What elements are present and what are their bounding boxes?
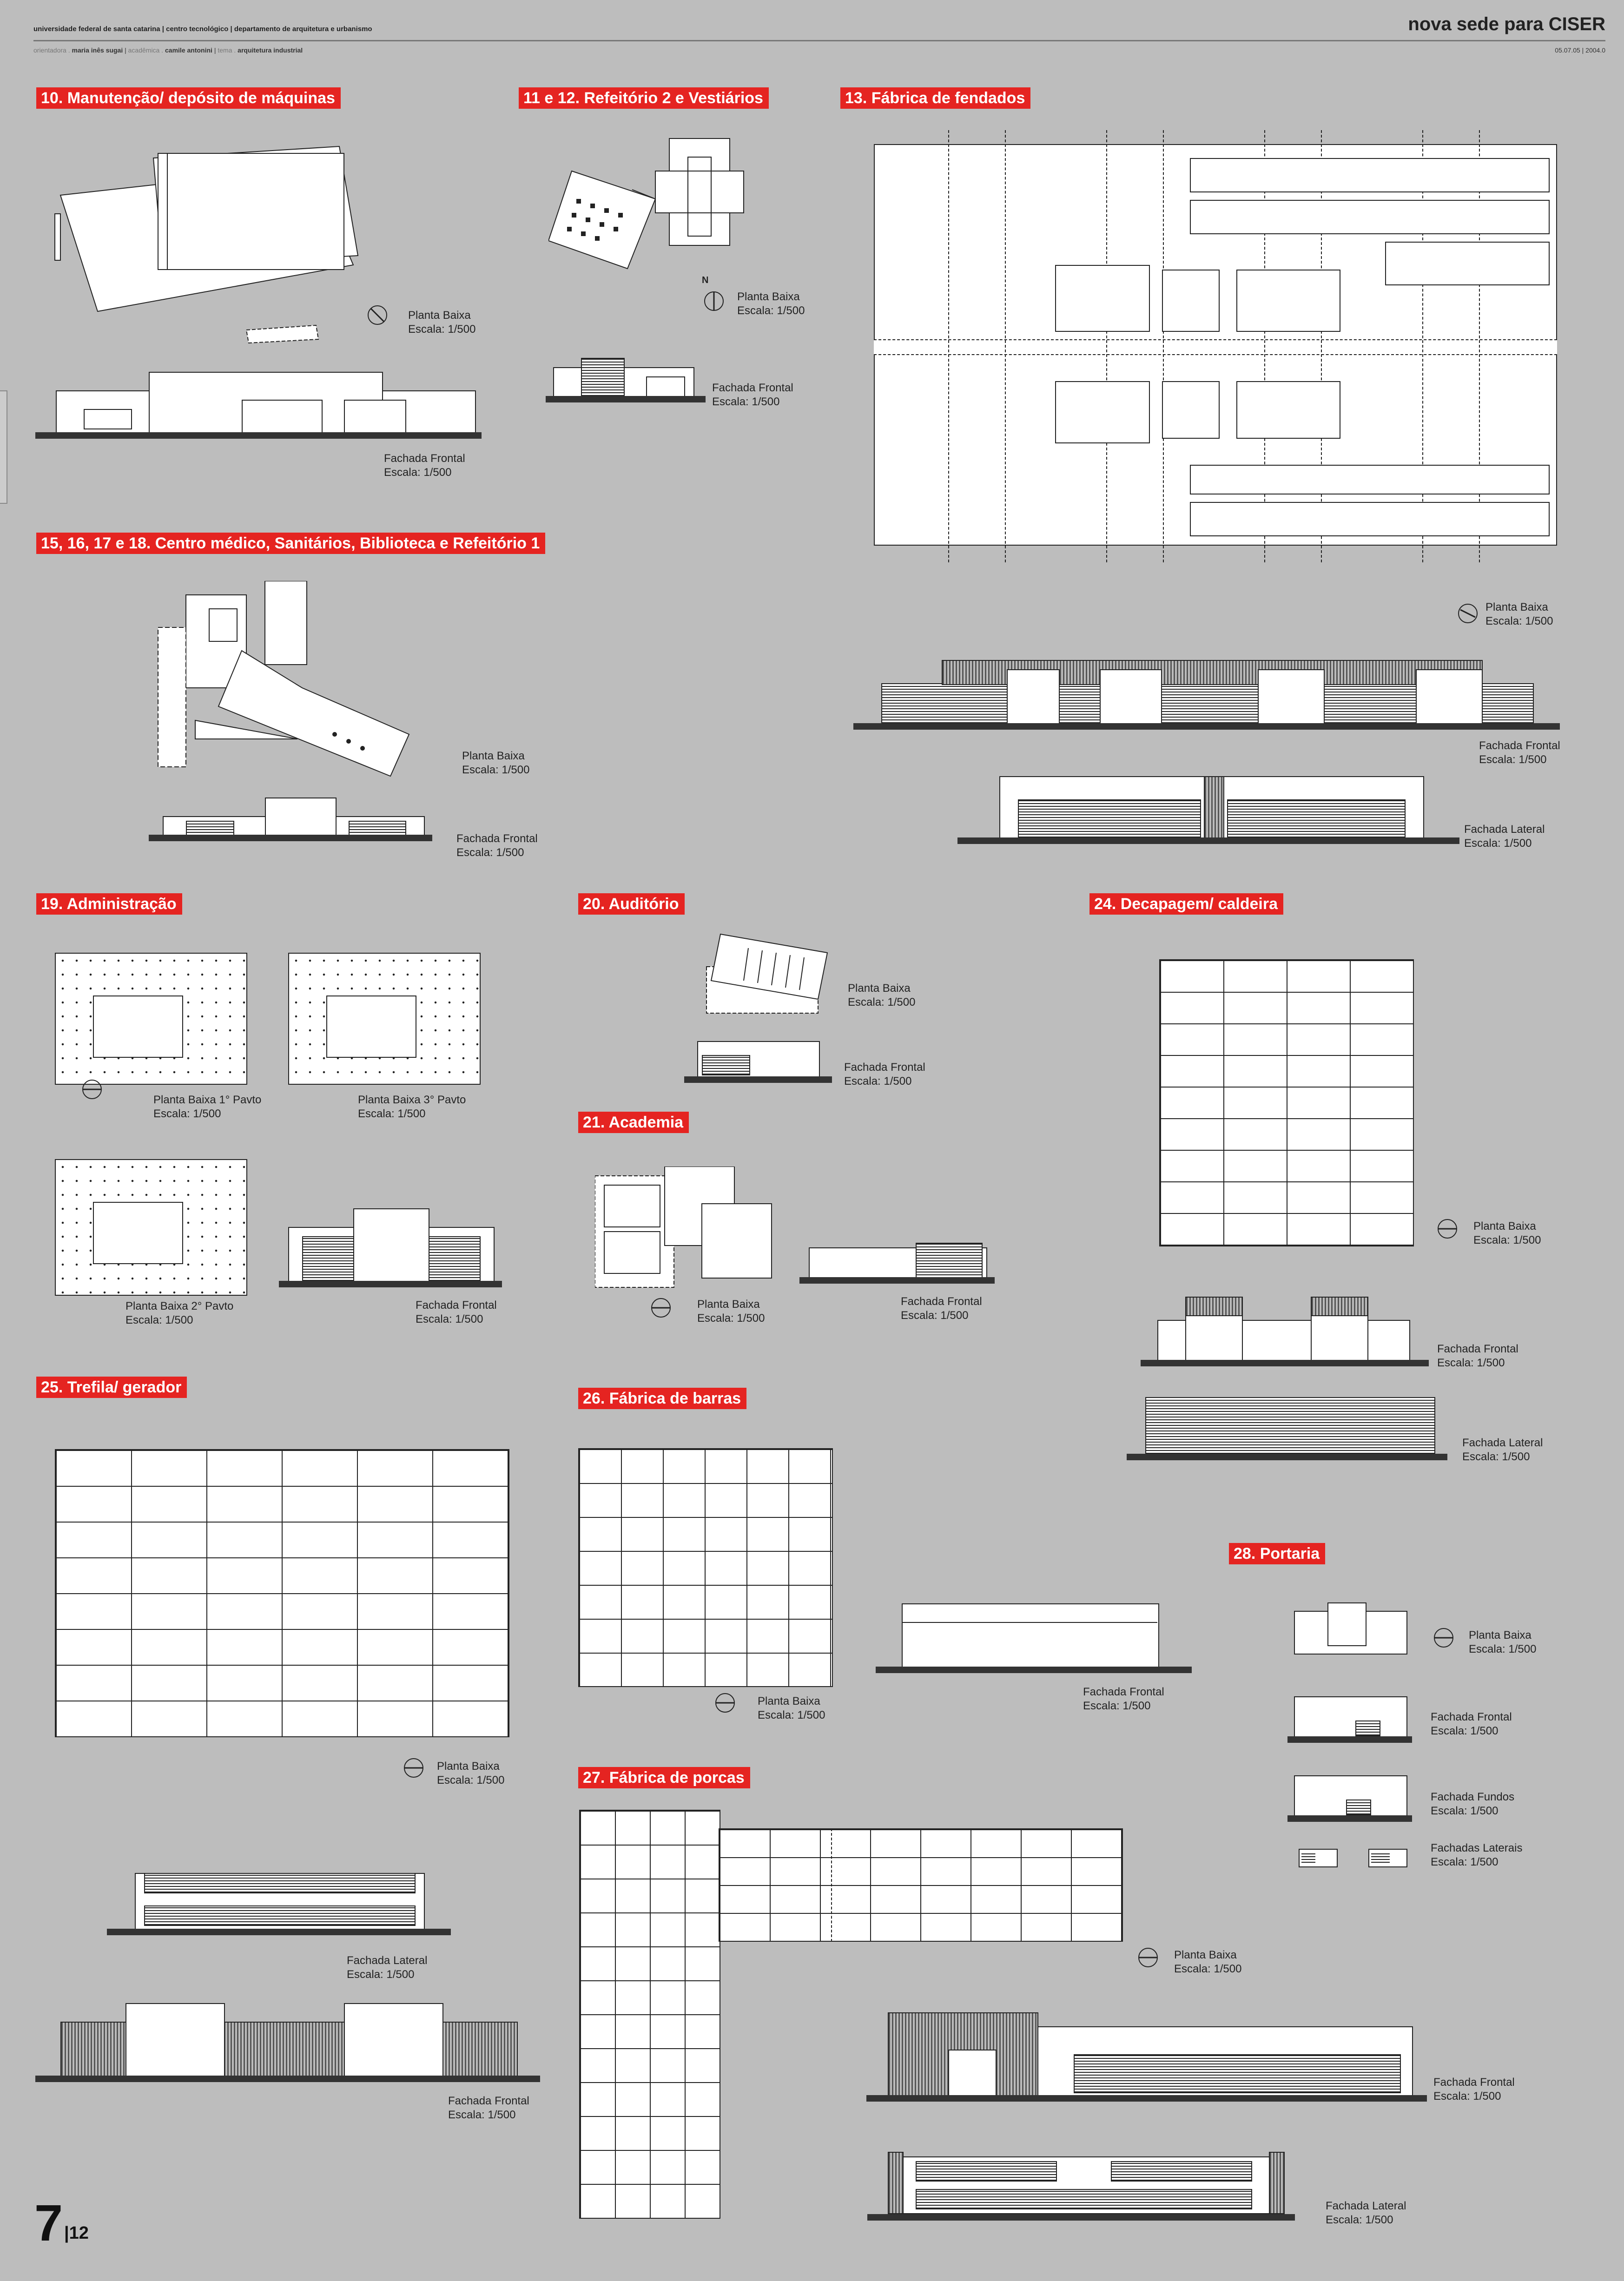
compass-icon <box>1137 1946 1159 1969</box>
plan-24 <box>1159 959 1414 1246</box>
caption-elev-15: Fachada Frontal Escala: 1/500 <box>456 832 538 859</box>
caption-plan-15: Planta Baixa Escala: 1/500 <box>462 750 530 776</box>
section-title-20: 20. Auditório <box>578 893 685 915</box>
elevation-25-side <box>135 1859 423 1929</box>
caption-elev-10: Fachada Frontal Escala: 1/500 <box>384 452 465 479</box>
elevation-20 <box>697 1041 818 1078</box>
ground-line <box>35 432 482 439</box>
credits-line: orientadora . maria inês sugai | acadêmica . camile antonini | tema . arquitetura industrial <box>33 46 303 54</box>
ground-line <box>546 396 706 402</box>
header-divider <box>33 40 1605 41</box>
elevation-13-front <box>881 655 1532 725</box>
ground-line <box>853 723 1560 730</box>
caption-plan-19-3: Planta Baixa 3° Pavto Escala: 1/500 <box>358 1094 466 1120</box>
plan-19-1 <box>55 953 247 1085</box>
plan-10 <box>51 125 469 349</box>
ground-line <box>684 1076 832 1083</box>
caption-elev-27-side: Fachada Lateral Escala: 1/500 <box>1326 2200 1406 2226</box>
elevation-11 <box>553 358 693 400</box>
plan-15 <box>149 581 437 781</box>
ground-line <box>1287 1815 1412 1822</box>
student-name: camile antonini <box>165 46 212 54</box>
elevation-19 <box>288 1208 493 1283</box>
compass-icon <box>403 1757 425 1779</box>
caption-elev-25-side: Fachada Lateral Escala: 1/500 <box>347 1954 428 1981</box>
ground-line <box>279 1281 502 1287</box>
compass-icon <box>650 1297 672 1319</box>
ground-line <box>876 1667 1192 1673</box>
compass-icon <box>1457 602 1479 625</box>
theme-name: arquitetura industrial <box>238 46 303 54</box>
plan-20 <box>702 925 855 1018</box>
plan-13 <box>874 130 1557 562</box>
caption-plan-28: Planta Baixa Escala: 1/500 <box>1469 1629 1537 1655</box>
page-number: 7 <box>34 2195 63 2252</box>
ground-line <box>1127 1454 1447 1460</box>
caption-plan-19-2: Planta Baixa 2° Pavto Escala: 1/500 <box>125 1300 234 1326</box>
caption-plan-13: Planta Baixa Escala: 1/500 <box>1485 601 1553 627</box>
advisor-label: orientadora . <box>33 46 70 54</box>
ground-line <box>866 2095 1427 2102</box>
caption-elev-19: Fachada Frontal Escala: 1/500 <box>416 1299 497 1325</box>
caption-elev-13-front: Fachada Frontal Escala: 1/500 <box>1479 739 1560 766</box>
plan-19-3 <box>288 953 481 1085</box>
caption-plan-10: Planta Baixa Escala: 1/500 <box>408 309 476 336</box>
ground-line <box>35 2076 540 2082</box>
caption-elev-26: Fachada Frontal Escala: 1/500 <box>1083 1686 1164 1712</box>
elevation-10 <box>56 372 474 437</box>
caption-plan-11: Planta Baixa Escala: 1/500 <box>737 290 805 317</box>
date-stamp: 05.07.05 | 2004.0 <box>1555 46 1605 54</box>
fold-mark <box>0 390 7 504</box>
page-total: |12 <box>64 2223 89 2243</box>
caption-elev-11: Fachada Frontal Escala: 1/500 <box>712 382 793 408</box>
section-title-21: 21. Academia <box>578 1112 689 1133</box>
section-title-27: 27. Fábrica de porcas <box>578 1767 750 1788</box>
caption-elev-28-sides: Fachadas Laterais Escala: 1/500 <box>1431 1842 1523 1868</box>
page-title: nova sede para CISER <box>1408 14 1605 34</box>
caption-elev-24-side: Fachada Lateral Escala: 1/500 <box>1462 1437 1543 1463</box>
elevation-28-back <box>1294 1775 1407 1819</box>
plan-26 <box>578 1448 833 1687</box>
elevation-27-front <box>888 2012 1411 2096</box>
caption-plan-20: Planta Baixa Escala: 1/500 <box>848 982 916 1009</box>
ground-line <box>799 1277 995 1284</box>
compass-icon <box>703 290 725 312</box>
compass-icon <box>1436 1218 1459 1240</box>
caption-elev-24-front: Fachada Frontal Escala: 1/500 <box>1437 1343 1518 1369</box>
ground-line <box>1141 1360 1429 1366</box>
section-title-28: 28. Portaria <box>1229 1543 1325 1564</box>
ground-line <box>957 837 1459 844</box>
compass-icon <box>714 1692 736 1714</box>
plan-21 <box>595 1167 813 1297</box>
ground-line <box>867 2214 1295 2221</box>
section-title-24: 24. Decapagem/ caldeira <box>1089 893 1283 915</box>
elevation-21 <box>809 1243 985 1280</box>
section-title-25: 25. Trefila/ gerador <box>36 1377 187 1398</box>
caption-elev-28-front: Fachada Frontal Escala: 1/500 <box>1431 1711 1512 1737</box>
caption-elev-25-front: Fachada Frontal Escala: 1/500 <box>448 2095 529 2121</box>
section-title-19: 19. Administração <box>36 893 182 915</box>
ground-line <box>1287 1736 1412 1743</box>
elevation-28-sides <box>1299 1849 1410 1867</box>
plan-28 <box>1294 1611 1407 1655</box>
ground-line <box>149 835 432 841</box>
caption-plan-27: Planta Baixa Escala: 1/500 <box>1174 1949 1242 1975</box>
section-title-10: 10. Manutenção/ depósito de máquinas <box>36 87 341 109</box>
caption-plan-19-1: Planta Baixa 1° Pavto Escala: 1/500 <box>153 1094 262 1120</box>
compass-letter: N <box>702 275 709 285</box>
plan-11 <box>548 129 809 278</box>
elevation-28-front <box>1294 1696 1407 1740</box>
section-title-11: 11 e 12. Refeitório 2 e Vestiários <box>519 87 769 109</box>
compass-icon <box>1433 1627 1455 1649</box>
plan-19-2 <box>55 1159 247 1296</box>
caption-plan-26: Planta Baixa Escala: 1/500 <box>758 1695 825 1721</box>
caption-elev-28-back: Fachada Fundos Escala: 1/500 <box>1431 1791 1515 1817</box>
caption-elev-21: Fachada Frontal Escala: 1/500 <box>901 1295 982 1322</box>
theme-label: tema . <box>218 46 236 54</box>
elevation-24-front <box>1157 1297 1408 1362</box>
elevation-13-side <box>999 776 1422 841</box>
compass-icon <box>366 304 389 326</box>
elevation-25-front <box>60 2003 516 2077</box>
caption-plan-21: Planta Baixa Escala: 1/500 <box>697 1298 765 1325</box>
caption-elev-13-side: Fachada Lateral Escala: 1/500 <box>1464 823 1545 850</box>
institution-line: universidade federal de santa catarina | centro tecnológico | departamento de arquitetura e urbanismo <box>33 25 372 33</box>
section-title-26: 26. Fábrica de barras <box>578 1388 746 1409</box>
elevation-24-side <box>1145 1397 1435 1455</box>
caption-elev-27-front: Fachada Frontal Escala: 1/500 <box>1433 2076 1515 2103</box>
elevation-26 <box>902 1603 1157 1668</box>
section-title-13: 13. Fábrica de fendados <box>840 87 1030 109</box>
caption-elev-20: Fachada Frontal Escala: 1/500 <box>844 1061 925 1088</box>
elevation-27-side <box>888 2152 1283 2212</box>
section-title-15: 15, 16, 17 e 18. Centro médico, Sanitários, Biblioteca e Refeitório 1 <box>36 533 545 554</box>
caption-plan-24: Planta Baixa Escala: 1/500 <box>1473 1220 1541 1246</box>
caption-plan-25: Planta Baixa Escala: 1/500 <box>437 1760 505 1787</box>
compass-icon <box>81 1078 103 1101</box>
plan-25 <box>55 1449 509 1737</box>
student-label: acadêmica . <box>128 46 164 54</box>
ground-line <box>107 1929 451 1935</box>
advisor-name: maria inês sugai <box>72 46 123 54</box>
